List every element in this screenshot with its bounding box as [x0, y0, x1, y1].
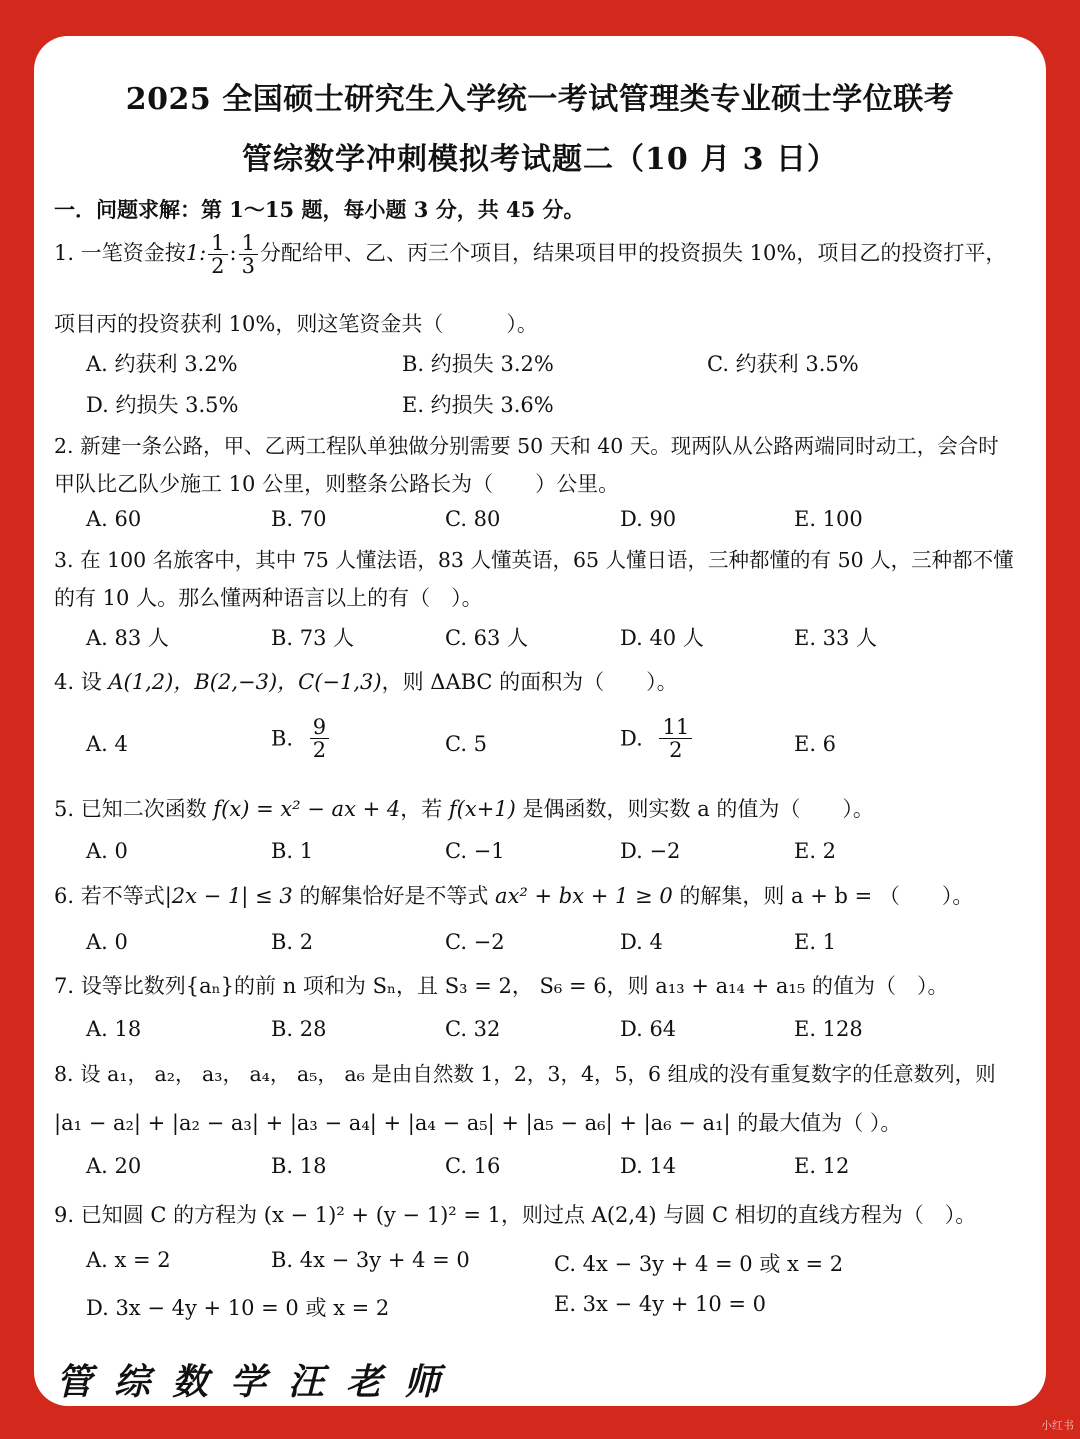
q5-option-e: E. 2 [794, 839, 837, 863]
q3-option-b: B. 73 人 [271, 626, 355, 650]
q5-option-a: A. 0 [86, 839, 128, 863]
exam-paper [34, 36, 1046, 1406]
q8-option-a: A. 20 [86, 1154, 142, 1178]
fraction-one-third: $\frac{1}{3}$ [239, 232, 258, 277]
q4-option-e: E. 6 [794, 732, 837, 756]
q9-option-c: C. 4x − 3y + 4 = 0 或 x = 2 [554, 1252, 844, 1276]
q6-option-e: E. 1 [794, 930, 837, 954]
question-1-line2: 项目丙的投资获利 10%，则这笔资金共（ ）。 [54, 312, 538, 336]
q3-option-a: A. 83 人 [86, 626, 169, 650]
question-8-line1: 8. 设 a₁， a₂， a₃， a₄， a₅， a₆ 是由自然数 1，2，3，4，5，6 组成的没有重复数字的任意数列，则 [54, 1062, 996, 1086]
q5-option-c: C. −1 [445, 839, 505, 863]
q7-option-d: D. 64 [620, 1017, 677, 1041]
q4-option-c: C. 5 [445, 732, 488, 756]
question-8-line2: |a₁ − a₂| + |a₂ − a₃| + |a₃ − a₄| + |a₄ − a₅| + |a₅ − a₆| + |a₆ − a₁| 的最大值为（ ）。 [54, 1111, 902, 1135]
section-heading: 一．问题求解：第 1～15 题，每小题 3 分，共 45 分。 [54, 197, 585, 222]
q6-option-a: A. 0 [86, 930, 128, 954]
q9-option-b: B. 4x − 3y + 4 = 0 [271, 1248, 470, 1272]
author-signature: 管综数学汪老师 [56, 1362, 463, 1403]
question-9: 9. 已知圆 C 的方程为 (x − 1)² + (y − 1)² = 1，则过点 A(2,4) 与圆 C 相切的直线方程为（ ）。 [54, 1203, 977, 1227]
q8-option-b: B. 18 [271, 1154, 327, 1178]
q2-option-b: B. 70 [271, 507, 327, 531]
q1-option-a: A. 约获利 3.2% [86, 352, 238, 376]
q4-option-a: A. 4 [86, 732, 128, 756]
question-1-line1: 1. 一笔资金按1: $\frac{1}{2}$ : $\frac{1}{3}$ 分配给甲、乙、丙三个项目，结果项目甲的投资损失 10%，项目乙的投资打平， [54, 231, 1007, 279]
fraction-one-half: $\frac{1}{2}$ [208, 232, 227, 277]
q8-option-d: D. 14 [620, 1154, 677, 1178]
q7-option-c: C. 32 [445, 1017, 501, 1041]
fraction-eleven-halves: $\frac{11}{2}$ [659, 716, 692, 761]
question-2-line2: 甲队比乙队少施工 10 公里，则整条公路长为（ ）公里。 [54, 472, 620, 496]
q6-option-d: D. 4 [620, 930, 663, 954]
q5-option-d: D. −2 [620, 839, 681, 863]
q1-option-e: E. 约损失 3.6% [402, 393, 554, 417]
q7-option-b: B. 28 [271, 1017, 327, 1041]
fraction-nine-halves: $\frac{9}{2}$ [310, 716, 329, 761]
q8-option-e: E. 12 [794, 1154, 850, 1178]
q3-option-d: D. 40 人 [620, 626, 704, 650]
q9-option-d: D. 3x − 4y + 10 = 0 或 x = 2 [86, 1296, 390, 1320]
question-4: 4. 设 A(1,2)，B(2,−3)，C(−1,3)，则 ΔABC 的面积为（ ）。 [54, 670, 678, 694]
q2-option-a: A. 60 [86, 507, 142, 531]
exam-title-line2: 管综数学冲刺模拟考试题二（10 月 3 日） [242, 142, 838, 177]
question-3-line1: 3. 在 100 名旅客中，其中 75 人懂法语，83 人懂英语，65 人懂日语，三种都懂的有 50 人，三种都不懂 [54, 548, 1014, 572]
q9-option-e: E. 3x − 4y + 10 = 0 [554, 1292, 767, 1316]
question-7: 7. 设等比数列{aₙ}的前 n 项和为 Sₙ，且 S₃ = 2， S₆ = 6，则 a₁₃ + a₁₄ + a₁₅ 的值为（ ）。 [54, 974, 949, 998]
q3-option-c: C. 63 人 [445, 626, 529, 650]
q8-option-c: C. 16 [445, 1154, 501, 1178]
exam-title-line1: 2025 全国硕士研究生入学统一考试管理类专业硕士学位联考 [125, 82, 955, 117]
platform-watermark: 小红书 [1041, 1419, 1074, 1432]
q6-option-c: C. −2 [445, 930, 505, 954]
q6-option-b: B. 2 [271, 930, 314, 954]
q3-option-e: E. 33 人 [794, 626, 878, 650]
q1-option-c: C. 约获利 3.5% [707, 352, 859, 376]
q7-option-a: A. 18 [86, 1017, 142, 1041]
q2-option-d: D. 90 [620, 507, 677, 531]
q5-option-b: B. 1 [271, 839, 314, 863]
q2-option-e: E. 100 [794, 507, 863, 531]
q4-option-b: B. $\frac{9}{2}$ [271, 716, 331, 761]
question-2-line1: 2. 新建一条公路，甲、乙两工程队单独做分别需要 50 天和 40 天。现两队从公路两端同时动工，会合时 [54, 434, 999, 458]
q9-option-a: A. x = 2 [86, 1248, 171, 1272]
question-3-line2: 的有 10 人。那么懂两种语言以上的有（ ）。 [54, 586, 483, 610]
q1-option-d: D. 约损失 3.5% [86, 393, 239, 417]
question-6: 6. 若不等式|2x − 1| ≤ 3 的解集恰好是不等式 ax² + bx + 1 ≥ 0 的解集，则 a + b = （ ）。 [54, 884, 974, 908]
q4-option-d: D. $\frac{11}{2}$ [620, 716, 694, 761]
q1-option-b: B. 约损失 3.2% [402, 352, 554, 376]
q7-option-e: E. 128 [794, 1017, 863, 1041]
question-5: 5. 已知二次函数 f(x) = x² − ax + 4，若 f(x+1) 是偶函数，则实数 a 的值为（ ）。 [54, 797, 874, 821]
q2-option-c: C. 80 [445, 507, 501, 531]
